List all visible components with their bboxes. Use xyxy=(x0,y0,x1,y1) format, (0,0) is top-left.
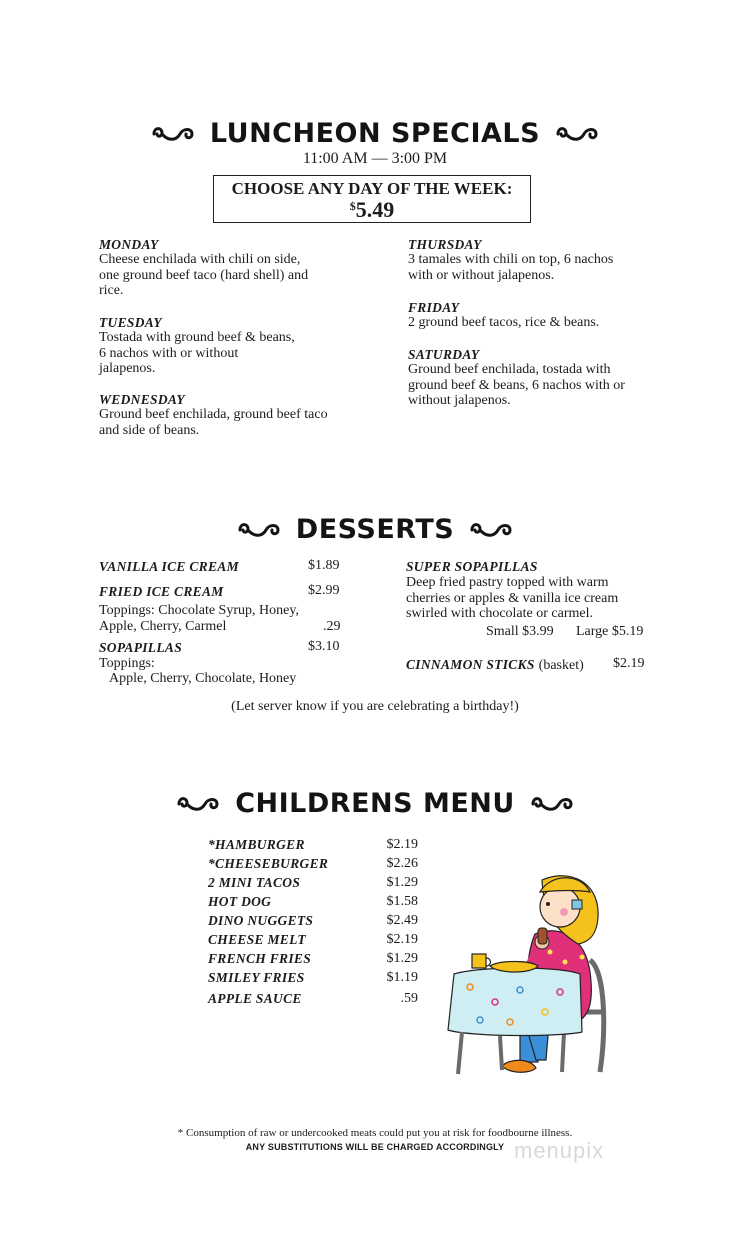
cinnamon-sticks xyxy=(406,656,584,674)
kids-item-price: $2.26 xyxy=(386,856,418,871)
day-tuesday xyxy=(99,315,369,377)
kids-item-price: $2.19 xyxy=(386,837,418,852)
cinnamon-qualifier: (basket) xyxy=(538,658,584,673)
birthday-note: (Let server know if you are celebrating a birthday!) xyxy=(231,699,519,714)
choose-day-text: CHOOSE ANY DAY OF THE WEEK: xyxy=(231,179,513,198)
childrens-heading xyxy=(0,788,750,819)
kids-item xyxy=(208,856,418,872)
luncheon-heading xyxy=(0,118,750,149)
kids-item-price: .59 xyxy=(400,991,418,1006)
day-wednesday xyxy=(99,392,369,438)
day-desc-line: with or without jalapenos. xyxy=(408,267,555,283)
kids-item-name: DINO NUGGETS xyxy=(208,913,314,928)
day-name: MONDAY xyxy=(99,237,159,252)
day-name: TUESDAY xyxy=(99,315,162,330)
day-saturday xyxy=(408,347,668,409)
day-desc-line: Cheese enchilada with chili on side, xyxy=(99,252,301,267)
vanilla-price: $1.89 xyxy=(308,558,340,573)
price-value: 5.49 xyxy=(355,197,395,222)
price-symbol: $ xyxy=(349,199,356,213)
super-large-price: Large $5.19 xyxy=(576,624,644,639)
day-friday xyxy=(408,300,668,331)
kids-item xyxy=(208,875,418,891)
super-desc-line: Deep fried pastry topped with warm xyxy=(406,575,609,590)
kids-item xyxy=(208,837,418,853)
day-desc-line: 6 nachos with or without xyxy=(99,345,239,361)
kids-item-name: FRENCH FRIES xyxy=(208,951,312,966)
girl-at-table-illustration xyxy=(440,862,625,1077)
sopapillas-price: $3.10 xyxy=(308,639,340,654)
raw-meat-warning: * Consumption of raw or undercooked meats could put you at risk for foodbourne illness. xyxy=(177,1127,573,1139)
swirl-right-icon xyxy=(468,519,514,541)
fried-toppings-line: Toppings: Chocolate Syrup, Honey, xyxy=(99,603,299,618)
super-desc-line: cherries or apples & vanilla ice cream xyxy=(406,591,619,606)
kids-item-price: $1.19 xyxy=(386,970,418,985)
day-desc-line: and side of beans. xyxy=(99,422,200,438)
swirl-left-icon xyxy=(175,793,221,815)
kids-item xyxy=(208,894,418,910)
cinnamon-price: $2.19 xyxy=(613,656,645,671)
swirl-right-icon xyxy=(529,793,575,815)
sopapillas-toppings-line: Apple, Cherry, Chocolate, Honey xyxy=(109,671,297,686)
super-desc-line: swirled with chocolate or carmel. xyxy=(406,606,593,621)
watermark-text: menupix xyxy=(514,1138,605,1163)
kids-item-name: 2 MINI TACOS xyxy=(208,875,301,890)
vanilla-name: VANILLA ICE CREAM xyxy=(99,559,239,574)
kids-item-name: *CHEESEBURGER xyxy=(208,856,329,871)
kids-item xyxy=(208,932,418,948)
kids-item xyxy=(208,970,418,986)
sopapillas-toppings-line: Toppings: xyxy=(99,656,155,671)
day-desc-line: one ground beef taco (hard shell) and xyxy=(99,267,309,283)
day-name: THURSDAY xyxy=(408,237,482,252)
kids-item xyxy=(208,913,418,929)
kids-item-price: $2.49 xyxy=(386,913,418,928)
kids-item xyxy=(208,991,418,1007)
kids-item-price: $1.29 xyxy=(386,875,418,890)
day-desc-line: ground beef & beans, 6 nachos with or xyxy=(408,377,625,393)
fried-price: $2.99 xyxy=(308,583,340,598)
desserts-heading xyxy=(0,514,750,545)
luncheon-price xyxy=(214,199,530,221)
kids-item-price: $2.19 xyxy=(386,932,418,947)
day-desc-line: 3 tamales with chili on top, 6 nachos xyxy=(408,252,614,267)
day-thursday xyxy=(408,237,668,283)
toppings-price: .29 xyxy=(323,619,341,634)
day-desc-line: jalapenos. xyxy=(99,361,156,376)
fried-name: FRIED ICE CREAM xyxy=(99,584,224,599)
day-monday xyxy=(99,237,369,299)
swirl-left-icon xyxy=(150,123,196,145)
day-desc-line: without jalapenos. xyxy=(408,393,511,408)
day-name: FRIDAY xyxy=(408,300,460,315)
sopapillas-name: SOPAPILLAS xyxy=(99,640,183,655)
luncheon-title: LUNCHEON SPECIALS xyxy=(209,118,541,149)
day-name: WEDNESDAY xyxy=(99,392,185,407)
kids-item-name: APPLE SAUCE xyxy=(208,991,302,1006)
kids-item-name: *HAMBURGER xyxy=(208,837,305,852)
day-desc-line: rice. xyxy=(99,283,124,298)
day-desc-line: Tostada with ground beef & beans, xyxy=(99,330,295,345)
desserts-title: DESSERTS xyxy=(295,514,455,545)
day-name: SATURDAY xyxy=(408,347,480,362)
kids-item xyxy=(208,951,418,967)
luncheon-hours: 11:00 AM — 3:00 PM xyxy=(302,150,448,167)
kids-item-name: CHEESE MELT xyxy=(208,932,306,947)
cinnamon-name: CINNAMON STICKS xyxy=(406,657,535,672)
swirl-right-icon xyxy=(554,123,600,145)
fried-toppings-line: Apple, Cherry, Carmel xyxy=(99,619,227,634)
kids-item-price: $1.58 xyxy=(386,894,418,909)
day-desc-line: Ground beef enchilada, ground beef taco xyxy=(99,407,328,422)
super-sopapillas-name: SUPER SOPAPILLAS xyxy=(406,559,538,574)
day-desc-line: Ground beef enchilada, tostada with xyxy=(408,362,611,377)
kids-item-name: HOT DOG xyxy=(208,894,272,909)
kids-item-name: SMILEY FRIES xyxy=(208,970,305,985)
swirl-left-icon xyxy=(236,519,282,541)
childrens-title: CHILDRENS MENU xyxy=(235,788,515,819)
price-box xyxy=(213,175,531,223)
day-desc-line: 2 ground beef tacos, rice & beans. xyxy=(408,315,600,330)
kids-item-price: $1.29 xyxy=(386,951,418,966)
super-small-price: Small $3.99 xyxy=(486,624,554,639)
substitutions-note: ANY SUBSTITUTIONS WILL BE CHARGED ACCORDINGLY xyxy=(245,1142,505,1152)
